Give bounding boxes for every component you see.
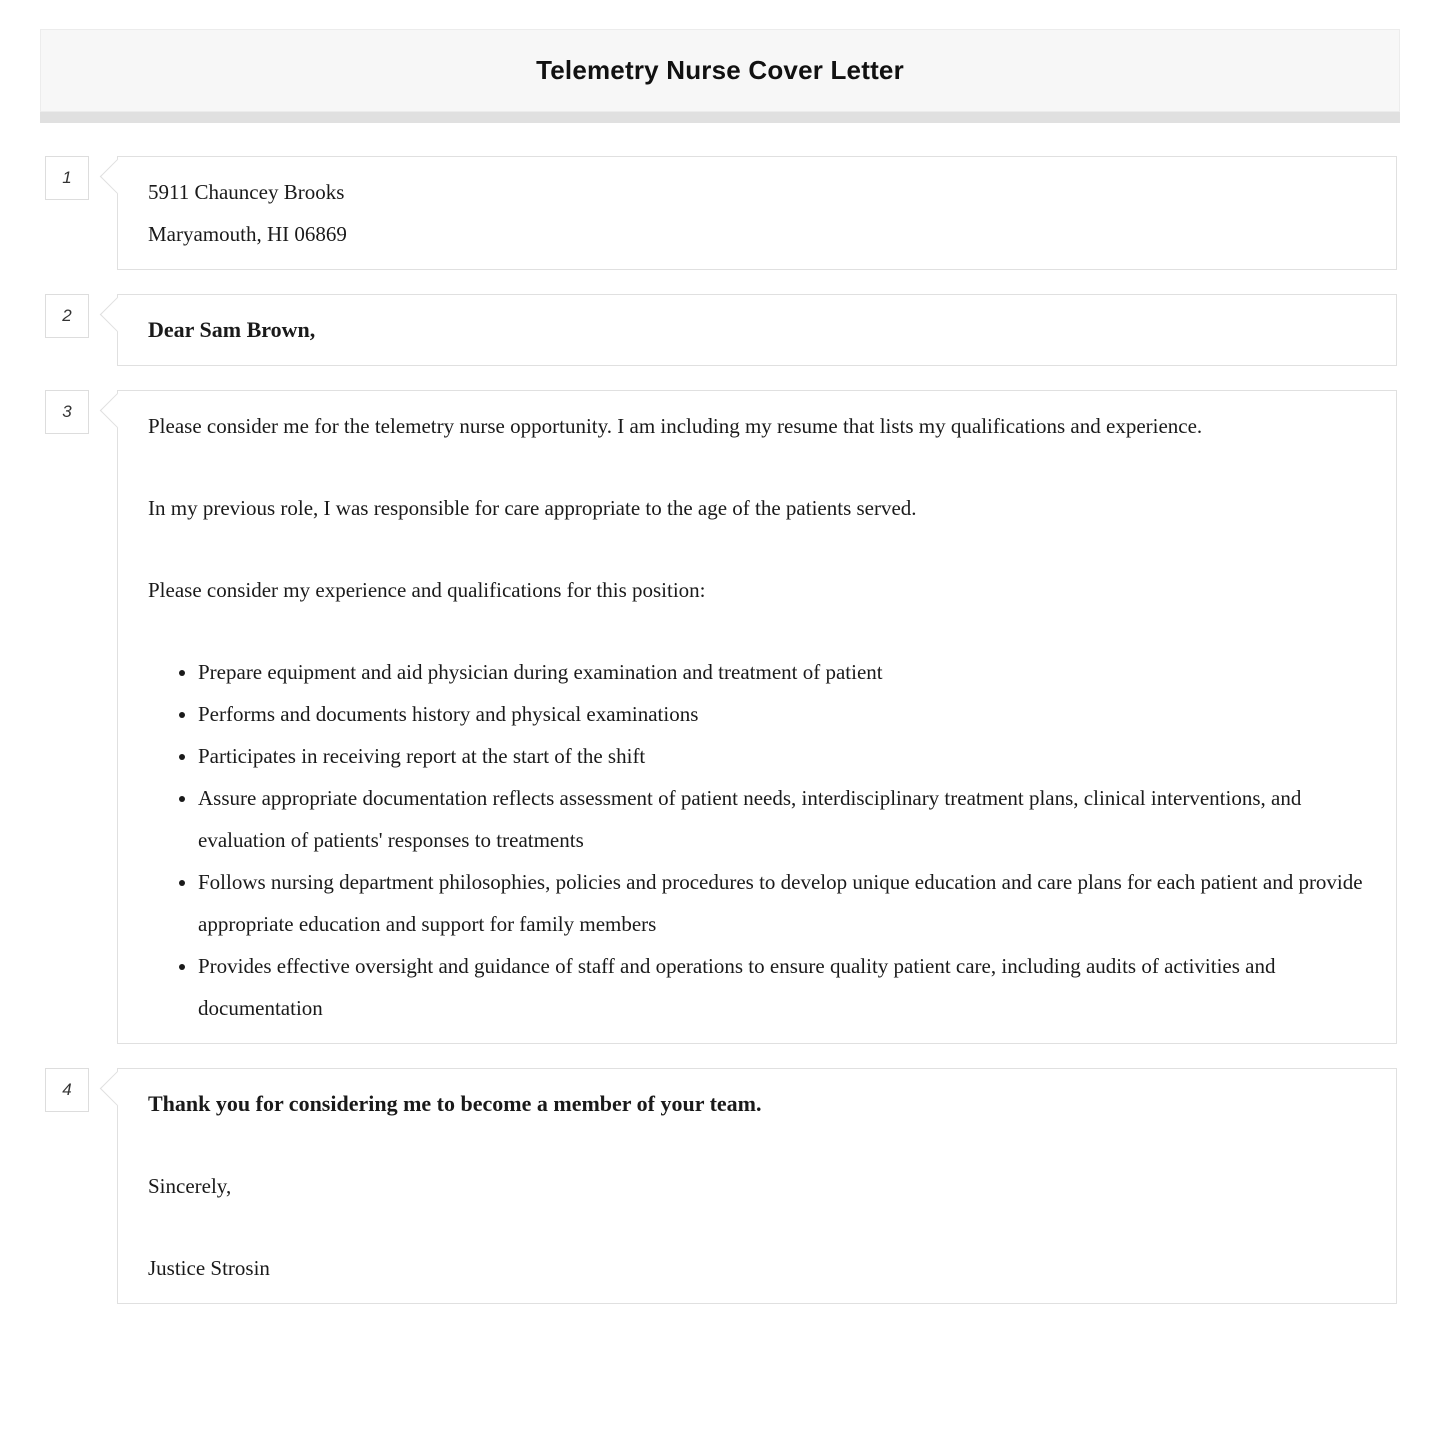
qualification-item: • Participates in receiving report at the start of the shift	[198, 735, 1366, 777]
section-1-number-badge	[45, 156, 89, 200]
section-3-number: 3	[62, 402, 72, 421]
section-closing	[45, 1068, 1397, 1304]
address-line-street: 5911 Chauncey Brooks	[148, 180, 345, 204]
closing-sign-off: Sincerely,	[148, 1174, 232, 1198]
closing-signature: Justice Strosin	[148, 1256, 270, 1280]
body-paragraph-intro: Please consider me for the telemetry nurse opportunity. I am including my resume that lists my qualifications and experience.	[148, 414, 1203, 438]
closing-thanks: Thank you for considering me to become a member of your team.	[148, 1091, 762, 1116]
salutation-bubble	[117, 294, 1397, 366]
section-1-number: 1	[62, 168, 72, 187]
section-3-number-badge	[45, 390, 89, 434]
section-2-number: 2	[62, 306, 72, 325]
letter-sections	[0, 156, 1440, 1304]
qualification-item: • Provides effective oversight and guidance of staff and operations to ensure quality patient care, including audits of activities and documentation	[198, 945, 1366, 1029]
section-4-number: 4	[62, 1080, 72, 1099]
qualification-item: • Prepare equipment and aid physician during examination and treatment of patient	[198, 651, 1366, 693]
qualification-item: • Performs and documents history and physical examinations	[198, 693, 1366, 735]
salutation-text: Dear Sam Brown,	[148, 317, 316, 342]
qualifications-list	[148, 651, 1366, 1029]
section-2-number-badge	[45, 294, 89, 338]
body-paragraph-consider: Please consider my experience and qualifications for this position:	[148, 578, 706, 602]
page-header	[40, 29, 1400, 112]
body-paragraph-previous-role: In my previous role, I was responsible for care appropriate to the age of the patients served.	[148, 496, 917, 520]
body-bubble	[117, 390, 1397, 1044]
closing-bubble	[117, 1068, 1397, 1304]
section-salutation	[45, 294, 1397, 366]
qualification-item: • Assure appropriate documentation reflects assessment of patient needs, interdisciplinary treatment plans, clinical interventions, and evaluation of patients' responses to treatments	[198, 777, 1366, 861]
page	[0, 29, 1440, 1304]
section-4-number-badge	[45, 1068, 89, 1112]
header-shadow	[40, 112, 1400, 123]
section-body	[45, 390, 1397, 1044]
sender-address-bubble	[117, 156, 1397, 270]
address-line-city: Maryamouth, HI 06869	[148, 222, 347, 246]
section-sender-address	[45, 156, 1397, 270]
qualification-item: • Follows nursing department philosophies, policies and procedures to develop unique education and care plans for each patient and provide appropriate education and support for family members	[198, 861, 1366, 945]
page-title: Telemetry Nurse Cover Letter	[536, 55, 904, 85]
